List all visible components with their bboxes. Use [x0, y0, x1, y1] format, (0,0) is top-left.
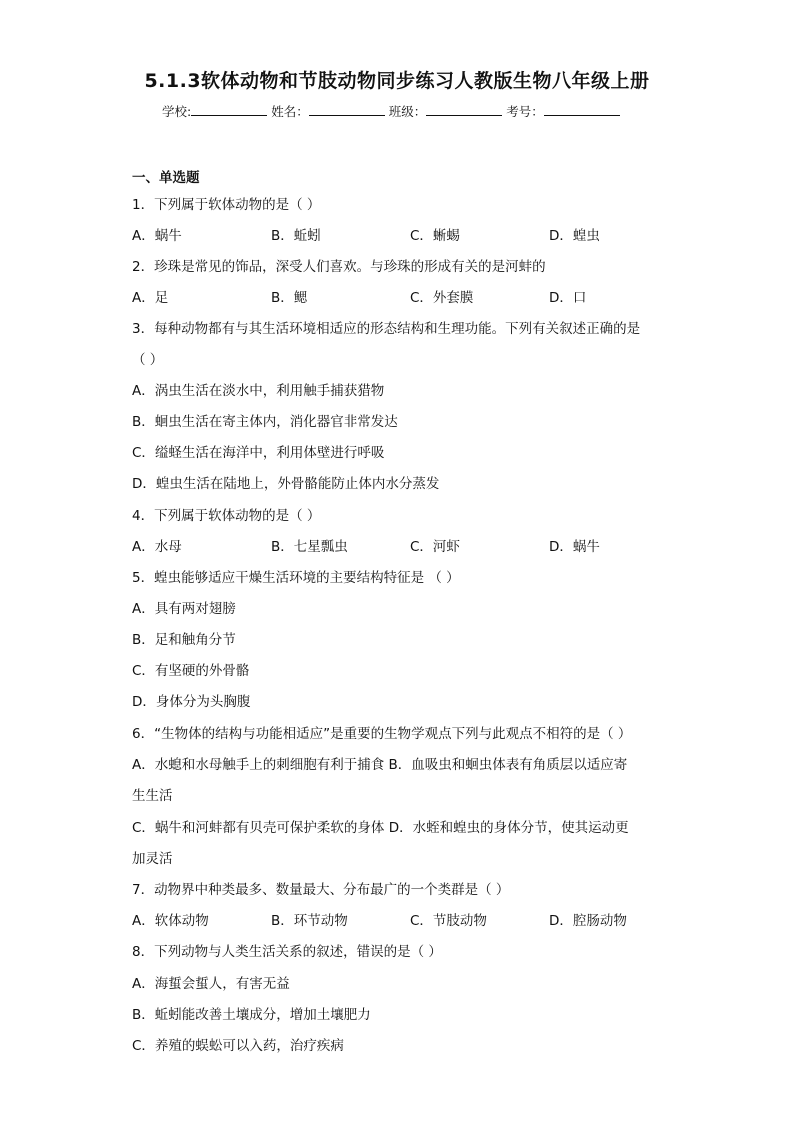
q8-option-c[interactable]: C．养殖的蜈蚣可以入药，治疗疾病: [132, 1038, 344, 1054]
q7-option-a[interactable]: A．软体动物: [132, 913, 209, 929]
q2-option-b[interactable]: B．鳃: [271, 290, 308, 306]
question-8: 8．下列动物与人类生活关系的叙述，错误的是（ ）: [132, 944, 442, 960]
question-2: 2．珍珠是常见的饰品，深受人们喜欢。与珍珠的形成有关的是河蚌的: [132, 259, 546, 275]
question-7: 7．动物界中种类最多、数量最大、分布最广的一个类群是（ ）: [132, 882, 510, 898]
q5-option-a[interactable]: A．具有两对翅膀: [132, 601, 236, 617]
exam-no-label: 考号：: [506, 104, 544, 119]
q3-option-b[interactable]: B．蛔虫生活在寄主体内，消化器官非常发达: [132, 414, 398, 430]
q4-option-d[interactable]: D．蜗牛: [549, 539, 600, 555]
q4-option-b[interactable]: B．七星瓢虫: [271, 539, 348, 555]
class-label: 班级：: [388, 104, 427, 119]
q5-option-d[interactable]: D．身体分为头胸腹: [132, 694, 251, 710]
class-blank[interactable]: [426, 103, 502, 116]
section-heading: 一、单选题: [132, 170, 200, 186]
q6-options-cd-wrap: 加灵活: [132, 851, 173, 867]
q6-options-ab-wrap: 生生活: [132, 788, 173, 804]
name-label: 姓名：: [271, 104, 309, 119]
q5-option-c[interactable]: C．有坚硬的外骨骼: [132, 663, 250, 679]
question-5: 5．蝗虫能够适应干燥生活环境的主要结构特征是 （ ）: [132, 570, 460, 586]
question-3: 3．每种动物都有与其生活环境相适应的形态结构和生理功能。下列有关叙述正确的是: [132, 321, 641, 337]
exam-no-blank[interactable]: [544, 103, 620, 116]
q1-option-a[interactable]: A．蜗牛: [132, 228, 182, 244]
school-label: 学校:: [162, 104, 192, 119]
q3-option-c[interactable]: C．缢蛏生活在海洋中，利用体壁进行呼吸: [132, 445, 385, 461]
question-3-continued: （ ）: [132, 352, 164, 368]
q2-option-a[interactable]: A．足: [132, 290, 169, 306]
name-blank[interactable]: [309, 103, 385, 116]
q8-option-a[interactable]: A．海蜇会蜇人，有害无益: [132, 976, 290, 992]
q3-option-a[interactable]: A．涡虫生活在淡水中，利用触手捕获猎物: [132, 383, 385, 399]
q5-option-b[interactable]: B．足和触角分节: [132, 632, 236, 648]
q6-options-cd[interactable]: C．蜗牛和河蚌都有贝壳可保护柔软的身体 D．水蛭和蝗虫的身体分节，使其运动更: [132, 820, 629, 836]
school-blank[interactable]: [191, 103, 267, 116]
q3-option-d[interactable]: D．蝗虫生活在陆地上，外骨骼能防止体内水分蒸发: [132, 476, 440, 492]
q7-option-b[interactable]: B．环节动物: [271, 913, 348, 929]
q2-option-c[interactable]: C．外套膜: [410, 290, 474, 306]
q1-option-b[interactable]: B．蚯蚓: [271, 228, 321, 244]
question-1: 1．下列属于软体动物的是（ ）: [132, 197, 321, 213]
q7-option-d[interactable]: D．腔肠动物: [549, 913, 627, 929]
question-6: 6．“生物体的结构与功能相适应”是重要的生物学观点下列与此观点不相符的是（ ）: [132, 726, 632, 742]
page-title: 5.1.3软体动物和节肢动物同步练习人教版生物八年级上册: [144, 70, 650, 92]
question-4: 4．下列属于软体动物的是（ ）: [132, 508, 321, 524]
student-info-line: [162, 102, 620, 120]
q4-option-a[interactable]: A．水母: [132, 539, 182, 555]
q1-option-c[interactable]: C．蜥蜴: [410, 228, 460, 244]
q7-option-c[interactable]: C．节肢动物: [410, 913, 487, 929]
q1-option-d[interactable]: D．蝗虫: [549, 228, 600, 244]
q8-option-b[interactable]: B．蚯蚓能改善土壤成分，增加土壤肥力: [132, 1007, 371, 1023]
q6-options-ab[interactable]: A．水螅和水母触手上的刺细胞有利于捕食 B．血吸虫和蛔虫体表有角质层以适应寄: [132, 757, 628, 773]
q2-option-d[interactable]: D．口: [549, 290, 587, 306]
q4-option-c[interactable]: C．河虾: [410, 539, 460, 555]
